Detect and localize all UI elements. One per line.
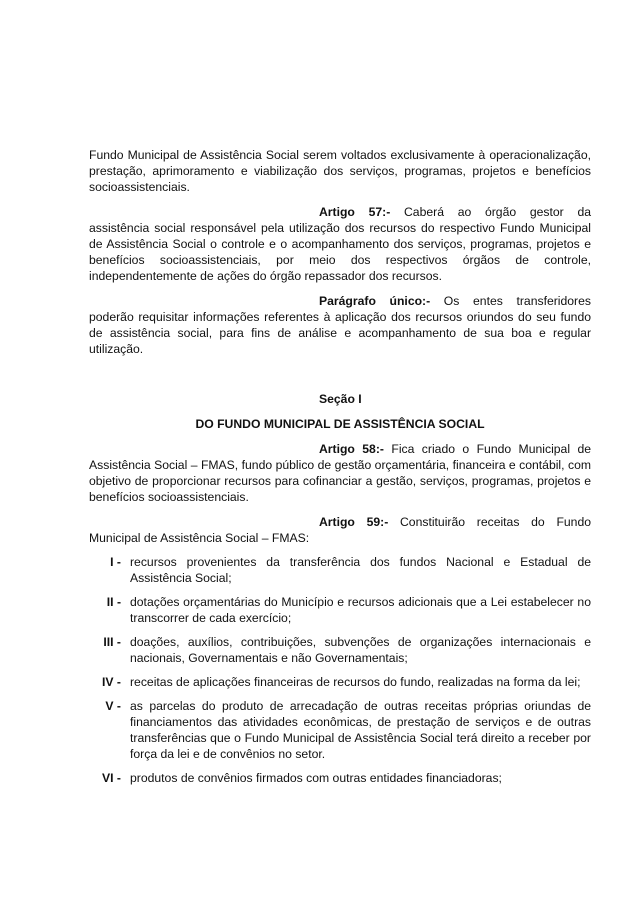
item-number: I - <box>110 555 121 569</box>
article-58-label: Artigo 58:- <box>319 442 384 456</box>
article-58-body: Assistência Social – FMAS, fundo público de gestão orçamentária, financeira e contábil, com objetivo de proporcionar recursos para cofinanciar a gestão, serviços, programas, projetos e benefícios socioassistenciais. <box>89 458 591 504</box>
item-number: VI - <box>102 771 121 785</box>
item-number: V - <box>105 699 121 713</box>
section-number: Seção I <box>319 392 362 406</box>
article-59-body: Municipal de Assistência Social – FMAS: <box>89 531 310 545</box>
article-59-lead <box>89 514 591 530</box>
article-57-body: assistência social responsável pela utilização dos recursos do respectivo Fundo Municipal de Assistência Social o controle e o acompanhamento dos serviços, programas, projetos e benefícios socioassistenciais, por meio dos respectivos órgãos de controle, independentemente de ações do órgão repassador dos recursos. <box>89 221 591 283</box>
item-number: II - <box>106 595 121 609</box>
paragrafo-unico-body: poderão requisitar informações referentes à aplicação dos recursos oriundos do seu fundo de assistência social, para fins de análise e acompanhamento de sua boa e regular utilização. <box>89 310 591 356</box>
item-text: doações, auxílios, contribuições, subvenções de organizações internacionais e nacionais, Governamentais e não Governamentais; <box>130 635 591 665</box>
article-57-label: Artigo 57:- <box>319 205 391 219</box>
article-57-first: Caberá ao órgão gestor da <box>390 205 592 219</box>
revenue-list <box>89 554 591 786</box>
article-58-lead <box>89 441 591 457</box>
item-text: recursos provenientes da transferência dos fundos Nacional e Estadual de Assistência Social; <box>130 555 591 585</box>
item-text: receitas de aplicações financeiras de recursos do fundo, realizadas na forma da lei; <box>130 675 581 689</box>
paragrafo-unico-first: Os entes transferidores <box>430 294 591 308</box>
article-59-label: Artigo 59:- <box>319 515 389 529</box>
list-item <box>89 554 591 586</box>
list-item <box>89 594 591 626</box>
article-59-first: Constituirão receitas do Fundo <box>388 515 591 529</box>
list-item <box>89 770 591 786</box>
item-text: as parcelas do produto de arrecadação de outras receitas próprias oriundas de financiamentos das atividades econômicas, de prestação de serviços e de outras transferências que o Fundo Municipal de Assistência Social terá direito a receber por força da lei e de convênios no setor. <box>130 699 591 761</box>
paragrafo-unico-lead <box>89 293 591 309</box>
document-body <box>89 147 591 786</box>
article-57-lead <box>89 204 591 220</box>
list-item <box>89 698 591 762</box>
item-number: IV - <box>102 675 121 689</box>
section-title: DO FUNDO MUNICIPAL DE ASSISTÊNCIA SOCIAL <box>195 417 485 431</box>
item-text: dotações orçamentárias do Município e recursos adicionais que a Lei estabelecer no transcorrer de cada exercício; <box>130 595 591 625</box>
item-number: III - <box>103 635 121 649</box>
paragraph-fund-purpose: Fundo Municipal de Assistência Social serem voltados exclusivamente à operacionalização, prestação, aprimoramento e viabilização dos serviços, programas, projetos e benefícios socioassistenciais. <box>89 148 591 194</box>
article-58-first: Fica criado o Fundo Municipal de <box>383 442 591 456</box>
list-item <box>89 634 591 666</box>
item-text: produtos de convênios firmados com outras entidades financiadoras; <box>130 771 502 785</box>
list-item <box>89 674 591 690</box>
paragrafo-unico-label: Parágrafo único:- <box>319 294 431 308</box>
